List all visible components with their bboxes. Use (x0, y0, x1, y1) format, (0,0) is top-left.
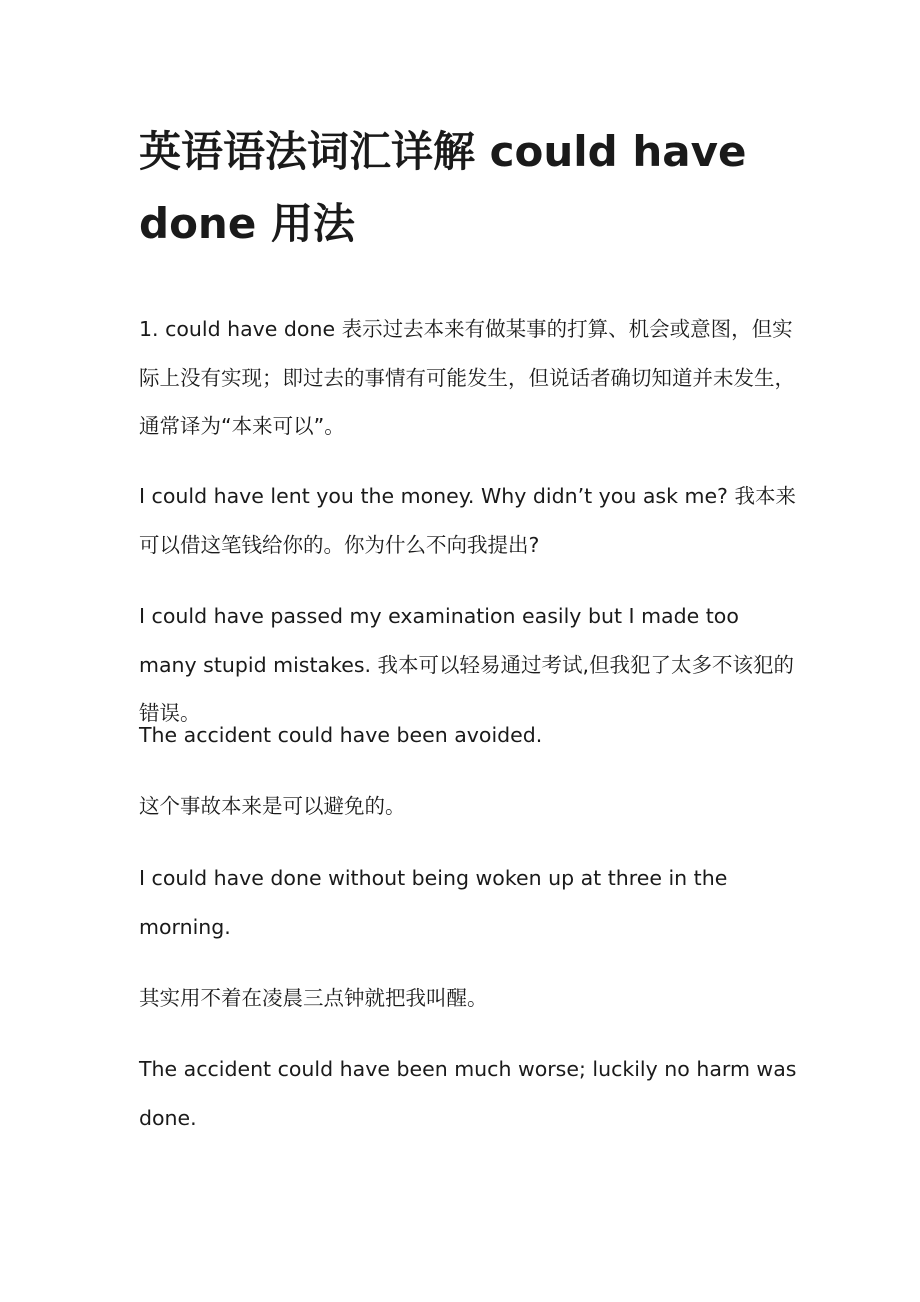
paragraph-example-much-worse: The accident could have been much worse; luckily no harm was done. (139, 1057, 797, 1130)
paragraph-translation-accident: 这个事故本来是可以避免的。 (139, 794, 406, 818)
paragraph-example-woken-up: I could have done without being woken up at three in the morning. (139, 866, 728, 939)
paragraph-translation-woken-up: 其实用不着在凌晨三点钟就把我叫醒。 (139, 986, 488, 1010)
paragraph-example-lent-money: I could have lent you the money. Why didn’t you ask me? 我本来可以借这笔钱给你的。你为什么不向我提出? (139, 484, 796, 557)
paragraph-example-accident: The accident could have been avoided. (139, 723, 543, 747)
paragraph-definition: 1. could have done 表示过去本来有做某事的打算、机会或意图，但实际上没有实现；即过去的事情有可能发生，但说话者确切知道并未发生，通常译为“本来可以”。 (139, 317, 795, 438)
paragraph-example-examination: I could have passed my examination easily but I made too many stupid mistakes. 我本可以轻易通过考试,但我犯了太多不该犯的错误。 (139, 604, 795, 725)
document-title: 英语语法词汇详解 could have done 用法 (139, 127, 747, 248)
